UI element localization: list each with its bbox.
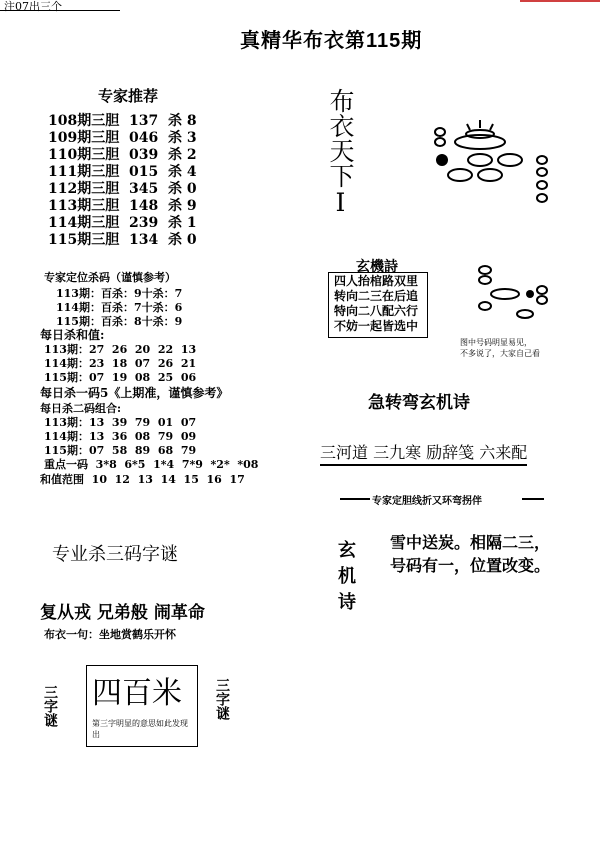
position-kill-row: 114期：百杀：7十杀：6 xyxy=(56,301,183,314)
riddle-line: 复从戎 兄弟般 闹革命 xyxy=(40,603,205,623)
bar-rule-right xyxy=(522,498,544,500)
daily-one-sub: 每日杀二码组合: xyxy=(40,402,122,415)
position-kill-row: 115期：百杀：8十杀：9 xyxy=(56,315,183,328)
poem-lines xyxy=(334,274,418,334)
riddle-left-vertical: 三字谜 xyxy=(42,685,58,727)
expert-heading: 专家推荐 xyxy=(98,88,159,105)
turn-heading: 急转弯玄机诗 xyxy=(368,393,470,413)
daily-sum-heading: 每日杀和值: xyxy=(40,328,105,342)
poem2-line1: 雪中送炭。相隔二三， xyxy=(390,533,551,552)
daily-one-row: 115期：07 58 89 68 79 xyxy=(44,444,197,457)
top-right-accent xyxy=(520,0,600,2)
riddle-heading: 专业杀三码字谜 xyxy=(52,544,178,564)
riddle-box-note: 第三字明显的意思如此发现出 xyxy=(92,719,188,739)
page-title: 真精华布衣第115期 xyxy=(240,30,423,52)
poem-line: 转向二三在后追 xyxy=(334,289,419,303)
sum-range-row: 和值范围 10 12 13 14 15 16 17 xyxy=(40,473,245,486)
figure-caption-2: 不多说了，大家自己看 xyxy=(460,349,540,358)
xuan-vertical: 玄机诗 xyxy=(335,540,356,618)
position-kill-heading: 专家定位杀码（谨慎参考） xyxy=(44,271,176,284)
beads-illustration xyxy=(470,262,560,330)
poem-heading: 玄機詩 xyxy=(356,259,398,275)
expert-row: 115期三胆 134 杀 0 xyxy=(48,232,197,248)
daily-one-heading: 每日杀一码5《上期准，谨慎参考》 xyxy=(40,386,229,400)
expert-bar: 专家定胆线折又环弯拐伴 xyxy=(372,496,482,507)
poem-line: 四人抬棺路双里 xyxy=(334,274,419,288)
position-kill-row: 113期：百杀：9十杀：7 xyxy=(56,287,183,300)
buyi-sentence: 布衣一句：坐地赏鹤乐开怀 xyxy=(44,628,176,641)
daily-one-row: 114期：13 36 08 79 09 xyxy=(44,430,197,443)
expert-row: 111期三胆 015 杀 4 xyxy=(48,164,197,180)
poem-line: 不妨一起皆选中 xyxy=(334,319,419,333)
expert-row: 112期三胆 345 杀 0 xyxy=(48,181,197,197)
turn-line: 三河道 三九寒 励辞笺 六来配 xyxy=(320,440,527,466)
daily-sum-row: 114期：23 18 07 26 21 xyxy=(44,357,197,370)
daily-one-row: 113期：13 39 79 01 07 xyxy=(44,416,197,429)
top-note: 注07出三个 xyxy=(4,0,62,13)
buyi-vertical-title: 布衣天下I xyxy=(326,88,355,217)
expert-row: 108期三胆 137 杀 8 xyxy=(48,113,197,129)
expert-row: 109期三胆 046 杀 3 xyxy=(48,130,197,146)
poem-line: 特向二八配六行 xyxy=(334,304,419,318)
riddle-right-vertical: 三字谜 xyxy=(214,678,230,720)
riddle-box-text: 四百米 xyxy=(92,677,182,710)
expert-row: 113期三胆 148 杀 9 xyxy=(48,198,197,214)
coin-bowl-illustration xyxy=(432,110,562,210)
key-code-row: 重点一码 3*8 6*5 1*4 7*9 *2* *08 xyxy=(44,458,259,471)
figure-caption-1: 图中号码明显易见， xyxy=(460,338,532,347)
expert-row: 114期三胆 239 杀 1 xyxy=(48,215,197,231)
poem2-line2: 号码有一，位置改变。 xyxy=(390,556,551,575)
bar-rule-left xyxy=(340,498,370,500)
daily-sum-row: 113期：27 26 20 22 13 xyxy=(44,343,197,356)
expert-row: 110期三胆 039 杀 2 xyxy=(48,147,197,163)
top-rule xyxy=(0,10,120,11)
daily-sum-row: 115期：07 19 08 25 06 xyxy=(44,371,197,384)
